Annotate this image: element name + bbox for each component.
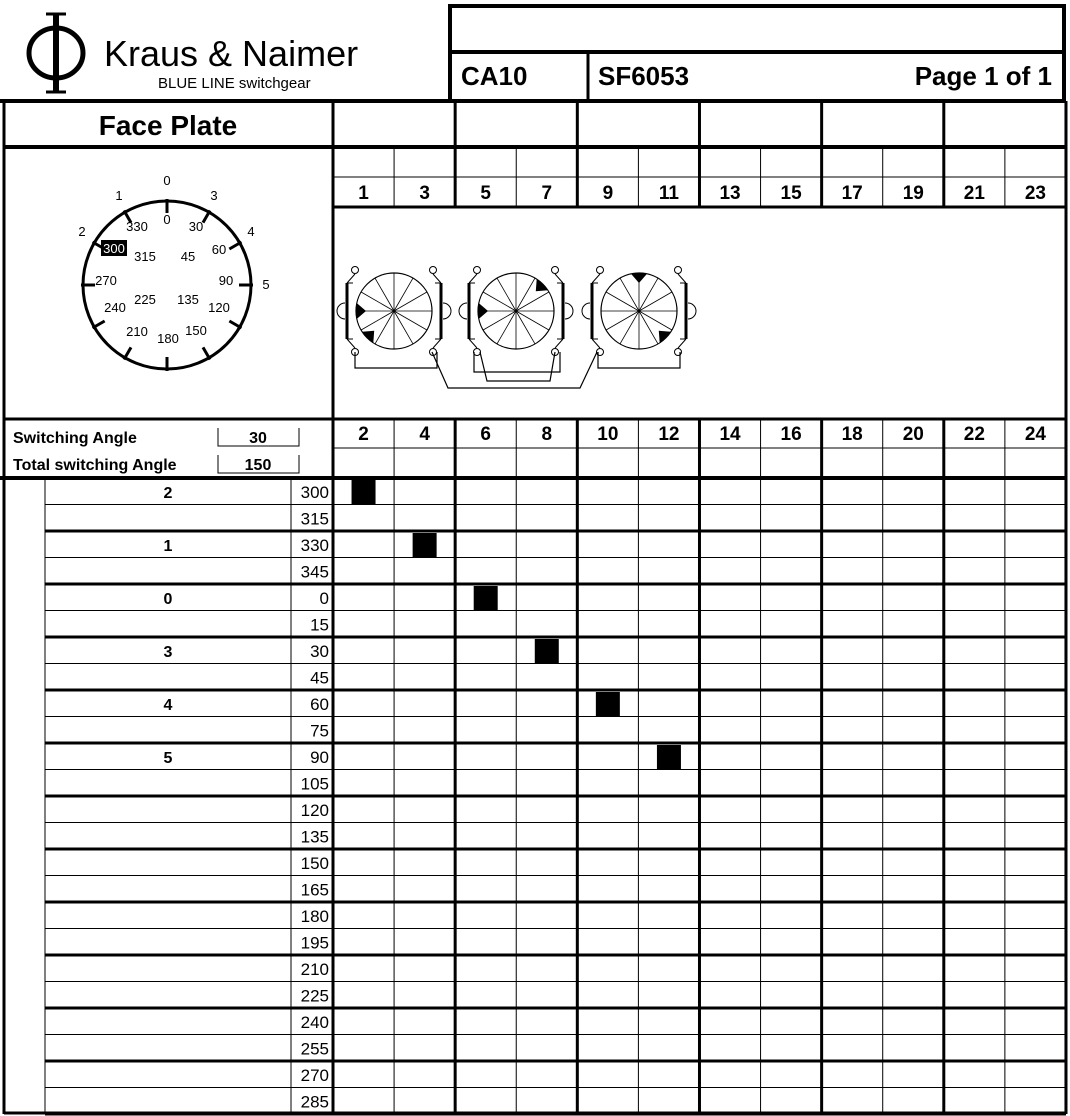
terminal-bottom-label: 4 [419, 424, 430, 445]
position-name: 5 [163, 750, 173, 767]
position-name: 2 [163, 485, 173, 502]
terminal-top-label: 21 [963, 183, 985, 204]
table-row [45, 1040, 1066, 1062]
table-row [45, 960, 1066, 982]
wire-link [598, 352, 680, 368]
dial-angle-150: 150 [185, 323, 207, 338]
table-row [45, 801, 1066, 823]
table-row [45, 854, 1066, 876]
position-angle: 45 [310, 668, 329, 688]
dial-angle-270: 270 [95, 273, 117, 288]
position-angle: 210 [300, 960, 329, 979]
position-angle: 315 [300, 509, 329, 529]
position-angle: 330 [300, 536, 329, 555]
terminal-top-label: 11 [658, 183, 679, 204]
position-angle: 75 [310, 721, 329, 741]
terminal-bottom-label: 18 [841, 424, 863, 445]
terminal-bottom-label: 16 [780, 424, 802, 445]
terminal-top-label: 17 [841, 183, 863, 204]
switching-angle-label: Switching Angle [13, 430, 137, 447]
terminal-bottom-label: 20 [902, 424, 924, 445]
terminal-top-label: 13 [719, 183, 741, 204]
position-name: 0 [163, 591, 173, 608]
position-angle: 225 [300, 986, 329, 1006]
cam-lobe-mark [659, 331, 671, 343]
brand-tagline: BLUE LINE switchgear [158, 75, 311, 92]
cam-contact-3 [582, 267, 696, 356]
table-row [45, 722, 1066, 744]
terminal-bottom-label: 24 [1024, 424, 1046, 445]
table-row [45, 510, 1066, 532]
wire-link [480, 352, 555, 381]
terminal-bottom-label: 2 [358, 424, 369, 445]
position-angle: 120 [300, 801, 329, 820]
position-angle: 240 [300, 1013, 329, 1032]
table-row [45, 1093, 1066, 1115]
position-angle: 285 [300, 1092, 329, 1112]
face-plate-dial [78, 173, 269, 371]
cam-lobe-mark [362, 331, 374, 343]
total-angle-value: 150 [244, 457, 272, 474]
position-angle: 15 [310, 615, 329, 635]
position-angle: 165 [300, 880, 329, 900]
dial-angle-210: 210 [126, 324, 148, 339]
dial-angle-30: 30 [188, 219, 204, 234]
position-angle: 270 [300, 1066, 329, 1085]
position-angle: 105 [300, 774, 329, 794]
terminal-top-label: 5 [480, 183, 491, 204]
position-angle: 150 [300, 854, 329, 873]
position-angle: 180 [300, 907, 329, 926]
table-row [45, 669, 1066, 691]
kraus-naimer-logo-icon [29, 14, 83, 92]
cam-lobe-mark [478, 303, 488, 319]
series-code: CA10 [461, 61, 528, 91]
brand-name: Kraus & Naimer [104, 33, 359, 74]
header [0, 4, 1066, 101]
cam-lobe-mark [631, 273, 647, 283]
table-row [45, 480, 1066, 505]
table-row [45, 586, 1066, 611]
dial-angle-90: 90 [218, 273, 234, 288]
dial-angle-300: 300 [103, 241, 125, 256]
dial-angle-315: 315 [134, 249, 156, 264]
table-row [45, 775, 1066, 797]
table-row [45, 533, 1066, 558]
terminal-top-label: 23 [1024, 183, 1046, 204]
table-row [45, 639, 1066, 664]
position-angle: 135 [300, 827, 329, 847]
terminal-bottom-label: 6 [480, 424, 491, 445]
wire-link [474, 352, 560, 372]
switching-angle-value: 30 [249, 430, 267, 447]
table-row [45, 907, 1066, 929]
contact-closed-mark [474, 586, 498, 611]
wire-link [432, 352, 597, 388]
table-row [45, 881, 1066, 903]
table-row [45, 1066, 1066, 1088]
table-row [45, 692, 1066, 717]
position-angle: 195 [300, 933, 329, 953]
position-angle: 0 [319, 589, 329, 608]
face-plate-title: Face Plate [98, 110, 238, 141]
dial-angle-240: 240 [104, 300, 126, 315]
dial-angle-0: 0 [163, 212, 171, 227]
position-angle: 30 [310, 642, 329, 661]
dial-pos-5: 5 [262, 277, 270, 292]
position-angle: 300 [300, 483, 329, 502]
total-angle-label: Total switching Angle [13, 457, 177, 474]
terminal-bottom-label: 8 [541, 424, 553, 445]
terminal-top-label: 7 [541, 183, 553, 204]
terminal-top-label: 9 [602, 183, 614, 204]
table-row [45, 563, 1066, 585]
position-table [0, 478, 1066, 1114]
position-name: 3 [163, 644, 173, 661]
dial-angle-60: 60 [211, 242, 227, 257]
table-row [45, 1013, 1066, 1035]
dial-pos-1: 1 [115, 188, 123, 203]
terminal-bottom-label: 22 [963, 424, 985, 445]
position-angle: 90 [310, 748, 329, 767]
table-row [45, 934, 1066, 956]
dial-pos-2: 2 [78, 224, 86, 239]
switching-angle-panel [4, 419, 333, 474]
dial-angle-45: 45 [180, 249, 196, 264]
page-indicator: Page 1 of 1 [914, 61, 1052, 91]
dial-angle-135: 135 [177, 292, 199, 307]
terminal-top-label: 15 [780, 183, 802, 204]
terminal-bottom-label: 14 [719, 424, 741, 445]
terminal-top-label: 1 [358, 183, 369, 204]
program-code: SF6053 [598, 61, 690, 91]
position-angle: 60 [310, 695, 329, 714]
terminal-top-label: 3 [419, 183, 430, 204]
dial-angle-180: 180 [157, 331, 179, 346]
contact-closed-mark [657, 745, 681, 770]
position-name: 4 [163, 697, 173, 714]
position-name: 1 [163, 538, 173, 555]
wire-link [355, 352, 437, 368]
table-row [45, 745, 1066, 770]
position-angle: 255 [300, 1039, 329, 1059]
cam-contact-2 [459, 267, 573, 356]
terminal-bottom-label: 12 [658, 424, 680, 445]
dial-pos-3: 3 [210, 188, 218, 203]
terminal-bottom-label: 10 [597, 424, 619, 445]
terminal-top-label: 19 [902, 183, 924, 204]
dial-pos-0: 0 [163, 173, 171, 188]
contact-closed-mark [352, 480, 376, 505]
contact-closed-mark [535, 639, 559, 664]
table-row [45, 828, 1066, 850]
dial-angle-120: 120 [208, 300, 230, 315]
position-angle: 345 [300, 562, 329, 582]
terminal-grid [333, 101, 1066, 478]
cam-lobe-mark [536, 279, 548, 291]
table-row [45, 987, 1066, 1009]
dial-angle-330: 330 [126, 219, 148, 234]
table-row [45, 616, 1066, 638]
contact-closed-mark [413, 533, 437, 558]
contact-closed-mark [596, 692, 620, 717]
dial-pos-4: 4 [247, 224, 255, 239]
cam-lobe-mark [356, 303, 366, 319]
cam-contact-1 [337, 267, 451, 356]
contact-diagram [337, 267, 696, 389]
dial-angle-225: 225 [134, 292, 156, 307]
